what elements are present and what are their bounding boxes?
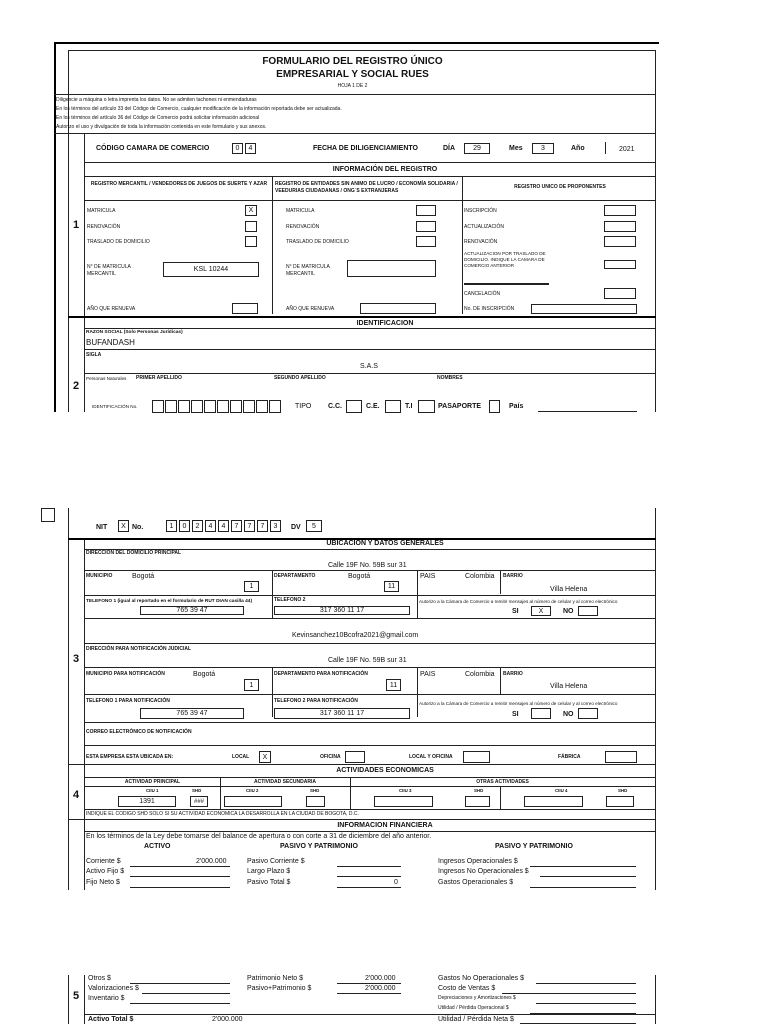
- instruction-4: Autorizo el uso y divulgación de toda la información contenida en este formulario y sus anexos.: [56, 124, 267, 130]
- ciiu3-field[interactable]: [374, 796, 433, 807]
- mes-field[interactable]: 3: [532, 143, 554, 154]
- local-label: LOCAL: [232, 754, 250, 760]
- fijo-neto-label: Fijo Neto $: [86, 879, 120, 886]
- section-number-5: 5: [73, 990, 80, 1002]
- ciiu1-field[interactable]: 1391: [118, 796, 176, 807]
- gastos-op-label: Gastos Operacionales $: [438, 879, 514, 886]
- departamento-code[interactable]: 11: [384, 581, 399, 592]
- shd-note: INDIQUE EL CODIGO SHD SOLO SI SU ACTIVIDAD ECONOMICA LA DESARROLLA EN LA CIUDAD DE BOGOTA, D.C.: [86, 811, 359, 817]
- direccion-label: DIRECCIÓN DEL DOMICILIO PRINCIPAL: [86, 550, 182, 556]
- nit-digit-6[interactable]: 7: [231, 520, 242, 532]
- dia-label: DÍA: [443, 145, 456, 152]
- telefono2-label: TELEFONO 2: [274, 597, 306, 603]
- otras-actividades-label: OTRAS ACTIVIDADES: [476, 779, 529, 785]
- personas-naturales-label: Personas Naturales: [86, 376, 127, 381]
- nit-checkbox[interactable]: X: [118, 520, 129, 532]
- depreciaciones-label: Depreciaciones y Amortizaciones $: [438, 995, 516, 1001]
- primer-apellido-label: PRIMER APELLIDO: [136, 375, 182, 381]
- largo-plazo-label: Largo Plazo $: [247, 868, 291, 875]
- telefono1-notificacion-field[interactable]: 765 39 47: [140, 708, 244, 719]
- razon-social-label: RAZON SOCIAL (Solo Personas Jurídicas): [86, 330, 183, 335]
- dia-field[interactable]: 29: [464, 143, 490, 154]
- pasivo-patrimonio-value[interactable]: 2'000.000: [365, 985, 396, 992]
- camara-digit-1[interactable]: 0: [232, 143, 243, 154]
- form-block-3: [0, 965, 768, 1024]
- barrio-label: BARRIO: [503, 573, 523, 579]
- telefono1-field[interactable]: 765 39 47: [140, 606, 244, 615]
- pais-notificacion-label: PAIS: [420, 671, 436, 678]
- dv-field[interactable]: 5: [306, 520, 322, 532]
- nit-digit-1[interactable]: 1: [166, 520, 177, 532]
- col1-traslado-label: TRASLADO DE DOMICILIO: [87, 239, 150, 245]
- activo-fijo-label: Activo Fijo $: [86, 868, 125, 875]
- sigla-label: SIGLA: [86, 352, 102, 358]
- utilidad-neta-label: Utilidad / Pérdida Neta $: [438, 1016, 514, 1023]
- shd4-label: SHD: [618, 788, 628, 793]
- col2-renovacion-label: RENOVACIÓN: [286, 224, 320, 230]
- col3-renovacion-label: RENOVACIÓN: [464, 239, 498, 245]
- patrimonio-neto-value[interactable]: 2'000.000: [365, 975, 396, 982]
- shd3-field[interactable]: [465, 796, 490, 807]
- nit-label: NIT: [96, 524, 108, 531]
- section-number-2: 2: [73, 380, 80, 392]
- pais-label: País: [509, 403, 524, 410]
- ce-label: C.E.: [366, 403, 380, 410]
- col3-cancelacion-label: CANCELACIÓN: [464, 291, 501, 297]
- anio-field[interactable]: 2021: [619, 146, 635, 153]
- instruction-2: En los términos del artículo 33 del Código de Comercio, cualquier modificación de la información reportada debe ser actualizada.: [56, 106, 342, 112]
- no-notificacion-checkbox[interactable]: [578, 708, 598, 719]
- col2-traslado-label: TRASLADO DE DOMICILIO: [286, 239, 349, 245]
- col1-anio-label: AÑO QUE RENUEVA: [87, 306, 136, 312]
- no-label: NO: [563, 608, 574, 615]
- municipio-notificacion-value[interactable]: Bogotá: [193, 671, 216, 678]
- nit-digit-3[interactable]: 2: [192, 520, 203, 532]
- identificacion-title: IDENTIFICACION: [356, 320, 414, 327]
- activo-total-value[interactable]: 2'000.000: [212, 1016, 243, 1023]
- col2-matricula-label: MATRICULA: [286, 208, 315, 214]
- col1-matricula-label: MATRICULA: [87, 208, 116, 214]
- notificacion-judicial-label: DIRECCIÓN PARA NOTIFICACIÓN JUDICIAL: [86, 646, 191, 652]
- fecha-label: FECHA DE DILIGENCIAMIENTO: [313, 145, 419, 152]
- col1-num-field[interactable]: KSL 10244: [163, 262, 259, 277]
- correo-notificacion-label: CORREO ELECTRÓNICO DE NOTIFICACIÓN: [86, 729, 192, 735]
- ciiu2-field[interactable]: [224, 796, 282, 807]
- camara-digit-2[interactable]: 4: [245, 143, 256, 154]
- page-indicator: HOJA 1 DE 2: [337, 83, 368, 89]
- cc-label: C.C.: [328, 403, 342, 410]
- telefono2-field[interactable]: 317 360 11 17: [274, 606, 410, 615]
- otros-label: Otros $: [88, 975, 111, 982]
- col1-header: REGISTRO MERCANTIL / VENDEDORES DE JUEGOS DE SUERTE Y AZAR: [90, 181, 268, 187]
- activo-total-label: Activo Total $: [88, 1016, 134, 1023]
- pasivo-total-label: Pasivo Total $: [247, 879, 291, 886]
- actividades-title: ACTIVIDADES ECONOMICAS: [336, 767, 434, 774]
- telefono1-label: TELEFONO 1 (igual al reportado en el formulario de RUT DIAN casilla 44): [86, 599, 253, 604]
- financiera-note: En los términos de la Ley debe tomarse del balance de apertura o con corte a 31 de diciembre del año anterior.: [86, 833, 432, 840]
- tipo-label: TIPO: [295, 403, 312, 410]
- telefono2-notificacion-label: TELEFONO 2 PARA NOTIFICACIÓN: [274, 698, 358, 704]
- barrio-notificacion-value[interactable]: Villa Helena: [550, 683, 588, 690]
- email-value[interactable]: Kevinsanchez10Bcofra2021@gmail.com: [292, 632, 419, 639]
- shd2-field[interactable]: [306, 796, 325, 807]
- autorizo-notificacion-text: Autorizo a la Cámara de Comercio a remitir mensajes al número de celular y al correo electrónico: [419, 701, 618, 706]
- municipio-notificacion-label: MUNICIPIO PARA NOTIFICACIÓN: [86, 671, 165, 677]
- col1-num-label: N° DE MATRICULA MERCANTIL: [87, 264, 131, 277]
- col3-actualizacion-label: ACTUALIZACIÓN: [464, 224, 505, 230]
- ingresos-no-op-label: Ingresos No Operacionales $: [438, 868, 529, 875]
- telefono1-notificacion-label: TELEFONO 1 PARA NOTIFICACIÓN: [86, 698, 170, 704]
- col2-header: REGISTRO DE ENTIDADES SIN ANIMO DE LUCRO / ECONOMÍA SOLIDARIA / VEEDURIAS CIUDADANAS / ONG´S EXTRANJERAS: [275, 181, 458, 194]
- col3-inscripcion-label: INSCRIPCIÓN: [464, 208, 497, 214]
- local-oficina-label: LOCAL Y OFICINA: [409, 754, 453, 760]
- si-notificacion-checkbox[interactable]: [531, 708, 551, 719]
- local-checkbox[interactable]: X: [259, 751, 271, 763]
- barrio-value[interactable]: Villa Helena: [550, 586, 588, 593]
- razon-social-value[interactable]: BUFANDASH: [86, 338, 135, 347]
- col1-matricula-checkbox[interactable]: X: [245, 205, 257, 216]
- fabrica-checkbox[interactable]: [605, 751, 637, 763]
- pasivo-total-value[interactable]: 0: [394, 879, 398, 886]
- ciiu2-label: CIIU 2: [246, 788, 259, 793]
- col2-anio-label: AÑO QUE RENUEVA: [286, 306, 335, 312]
- pasivo-corriente-label: Pasivo Corriente $: [247, 858, 305, 865]
- barrio-notificacion-label: BARRIO: [503, 671, 523, 677]
- si-checkbox[interactable]: X: [531, 606, 551, 616]
- nit-digit-5[interactable]: 4: [218, 520, 229, 532]
- costo-ventas-label: Costo de Ventas $: [438, 985, 496, 992]
- shd1-label: SHD: [192, 788, 202, 793]
- municipio-code[interactable]: 1: [244, 581, 259, 592]
- pais-label-ubicacion: PAIS: [420, 573, 436, 580]
- ubicada-label: ESTA EMPRESA ESTA UBICADA EN:: [86, 754, 174, 760]
- municipio-notificacion-code[interactable]: 1: [244, 679, 259, 691]
- si-label: SI: [512, 608, 519, 615]
- instruction-3: En los términos del artículo 36 del Código de Comercio podrá solicitar información adicional: [56, 115, 260, 121]
- nombres-label: NOMBRES: [437, 375, 463, 381]
- no-checkbox[interactable]: [578, 606, 598, 616]
- form-title-line-2: EMPRESARIAL Y SOCIAL RUES: [276, 69, 429, 80]
- no-notificacion-label: NO: [563, 711, 574, 718]
- pasaporte-label: PASAPORTE: [438, 403, 482, 410]
- actividad-secundaria-label: ACTIVIDAD SECUNDARIA: [254, 779, 316, 785]
- nit-digit-9[interactable]: 3: [270, 520, 281, 532]
- actividad-principal-label: ACTIVIDAD PRINCIPAL: [124, 779, 181, 785]
- section-number-3: 3: [73, 653, 80, 665]
- shd3-label: SHD: [474, 788, 484, 793]
- corriente-value[interactable]: 2'000.000: [196, 858, 227, 865]
- col3-num-insc-label: No. DE INSCRIPCIÓN: [464, 306, 515, 312]
- nit-no-label: No.: [132, 524, 144, 531]
- depto-notificacion-code[interactable]: 11: [386, 679, 401, 691]
- shd1-field[interactable]: ###: [190, 796, 208, 807]
- municipio-label: MUNICIPIO: [86, 573, 113, 579]
- registro-section-title: INFORMACIÓN DEL REGISTRO: [332, 166, 438, 173]
- col3-traslado-label: ACTUALIZACION POR TRASLADO DE DOMICILIO. INDIQUE LA CAMARA DE COMERCIO ANTERIOR: [464, 251, 546, 268]
- local-oficina-checkbox[interactable]: [463, 751, 490, 763]
- notificacion-judicial-value[interactable]: Calle 19F No. 59B sur 31: [328, 657, 407, 664]
- pais-value[interactable]: Colombia: [465, 573, 495, 580]
- gastos-no-op-label: Gastos No Operacionales $: [438, 975, 524, 982]
- segundo-apellido-label: SEGUNDO APELLIDO: [274, 375, 326, 381]
- fabrica-label: FÁBRICA: [558, 754, 581, 760]
- section-number-4: 4: [73, 789, 80, 801]
- si-notificacion-label: SI: [512, 711, 519, 718]
- corriente-label: Corriente $: [86, 858, 121, 865]
- ciiu4-field[interactable]: [524, 796, 583, 807]
- inventario-label: Inventario $: [88, 995, 125, 1002]
- nit-digit-7[interactable]: 7: [244, 520, 255, 532]
- ubicacion-title: UBICACION Y DATOS GENERALES: [326, 540, 444, 547]
- sigla-value[interactable]: S.A.S: [360, 363, 378, 370]
- utilidad-op-label: Utilidad / Pérdida Operacional $: [438, 1005, 509, 1011]
- pais-notificacion-value[interactable]: Colombia: [465, 671, 495, 678]
- patrimonio-neto-label: Patrimonio Neto $: [247, 975, 304, 982]
- direccion-value[interactable]: Calle 19F No. 59B sur 31: [328, 562, 407, 569]
- pasivo-header-2: PASIVO Y PATRIMONIO: [495, 843, 573, 850]
- pasivo-header: PASIVO Y PATRIMONIO: [280, 843, 358, 850]
- section-number-1: 1: [73, 219, 80, 231]
- col3-header: REGISTRO UNICO DE PROPONENTES: [514, 184, 606, 190]
- oficina-checkbox[interactable]: [345, 751, 365, 763]
- identificacion-no-label: IDENTIFICACIÓN No.: [92, 404, 138, 409]
- anio-label: Año: [571, 145, 585, 152]
- autorizo-text: Autorizo a la Cámara de Comercio a remitir mensajes al número de celular y al correo electrónico: [419, 599, 618, 604]
- corner-box: [41, 508, 55, 522]
- telefono2-notificacion-field[interactable]: 317 360 11 17: [274, 708, 410, 719]
- pasivo-patrimonio-label: Pasivo+Patrimonio $: [247, 985, 312, 992]
- ciiu3-label: CIIU 3: [399, 788, 412, 793]
- municipio-value[interactable]: Bogotá: [132, 573, 155, 580]
- oficina-label: OFICINA: [320, 754, 341, 760]
- form-title-line-1: FORMULARIO DEL REGISTRO ÚNICO: [262, 56, 443, 67]
- ingresos-op-label: Ingresos Operacionales $: [438, 858, 518, 865]
- financiera-title: INFORMACION FINANCIERA: [337, 822, 433, 829]
- col1-renovacion-label: RENOVACIÓN: [87, 224, 121, 230]
- instruction-1: Diligencie a máquina o letra imprenta los datos. No se admiten tachones ni enmendaduras: [56, 97, 257, 103]
- shd2-label: SHD: [310, 788, 320, 793]
- ciiu1-label: CIIU 1: [146, 788, 159, 793]
- ti-label: T.I: [405, 403, 413, 410]
- nit-digit-8[interactable]: 7: [257, 520, 268, 532]
- col2-num-label: N° DE MATRICULA MERCANTIL: [286, 264, 330, 277]
- nit-digit-4[interactable]: 4: [205, 520, 216, 532]
- camara-label: CÓDIGO CAMARA DE COMERCIO: [96, 145, 210, 152]
- nit-digit-2[interactable]: 0: [179, 520, 190, 532]
- departamento-label: DEPARTAMENTO: [274, 573, 316, 579]
- shd4-field[interactable]: [606, 796, 634, 807]
- departamento-value[interactable]: Bogotá: [348, 573, 371, 580]
- dv-label: DV: [291, 524, 301, 531]
- mes-label: Mes: [509, 145, 523, 152]
- activo-header: ACTIVO: [144, 843, 171, 850]
- depto-notificacion-label: DEPARTAMENTO PARA NOTIFICACIÓN: [274, 671, 368, 677]
- valorizaciones-label: Valorizaciones $: [88, 985, 139, 992]
- ciiu4-label: CIIU 4: [555, 788, 568, 793]
